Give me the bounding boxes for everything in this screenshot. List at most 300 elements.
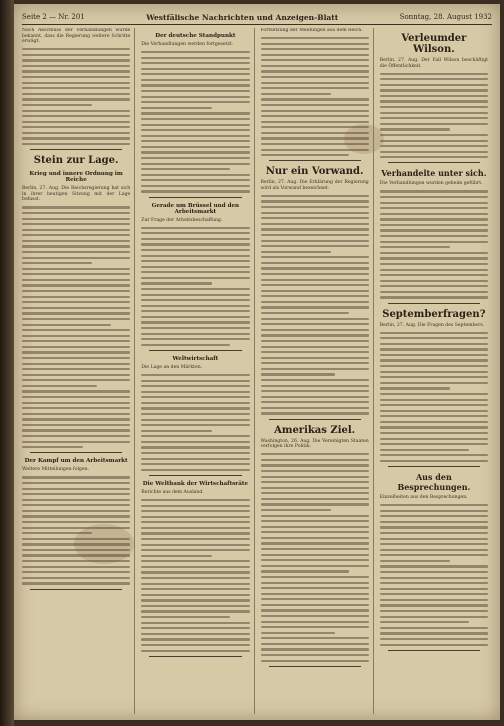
text-line <box>141 538 249 540</box>
text-line <box>141 458 249 460</box>
text-line <box>141 249 249 251</box>
text-line <box>22 137 130 139</box>
text-line <box>380 257 488 259</box>
article-body-lines <box>380 73 488 159</box>
text-line <box>261 648 369 650</box>
article-body-lines <box>380 332 488 462</box>
text-line <box>380 332 488 334</box>
text-line <box>261 481 369 483</box>
text-line <box>22 476 130 478</box>
section-divider <box>149 656 241 657</box>
text-line <box>261 115 369 117</box>
article-body-lines <box>141 374 249 471</box>
text-line <box>22 307 130 309</box>
text-line <box>380 426 488 428</box>
text-line <box>22 296 130 298</box>
text-line <box>380 382 488 384</box>
section-divider <box>388 303 480 304</box>
text-line <box>141 305 249 307</box>
text-line <box>22 571 130 573</box>
text-line <box>141 62 249 64</box>
column-4 <box>380 28 492 714</box>
text-line <box>141 396 249 398</box>
text-line <box>141 510 249 512</box>
text-line <box>261 228 369 230</box>
text-line <box>141 644 249 646</box>
text-line <box>261 334 369 336</box>
text-line <box>22 115 130 117</box>
text-line <box>22 504 130 506</box>
text-line <box>141 124 249 126</box>
column-2 <box>141 28 254 714</box>
text-line <box>22 488 130 490</box>
text-line <box>141 622 249 624</box>
text-line <box>22 549 130 551</box>
text-line <box>22 324 111 326</box>
text-line <box>261 637 369 639</box>
text-line <box>22 396 130 398</box>
text-line <box>22 301 130 303</box>
article-headline: Septemberfragen? <box>382 308 486 320</box>
article-headline: Aus den Besprechungen. <box>397 472 471 493</box>
text-line <box>380 207 488 209</box>
section-divider <box>269 160 361 161</box>
text-line <box>261 245 369 247</box>
text-line <box>380 156 488 158</box>
header-page-number: Seite 2 — Nr. 201 <box>22 13 85 21</box>
text-line <box>22 351 130 353</box>
text-line <box>261 559 369 561</box>
text-line <box>141 294 249 296</box>
text-line <box>380 432 488 434</box>
text-line <box>22 48 130 50</box>
text-line <box>261 82 369 84</box>
text-line <box>380 151 488 153</box>
text-line <box>141 610 249 612</box>
text-line <box>141 271 249 273</box>
text-line <box>141 140 249 142</box>
article-subheadline: Krieg und innere Ordnung im Reiche <box>29 171 123 184</box>
text-line <box>380 515 488 517</box>
text-line <box>141 185 249 187</box>
text-line <box>261 526 369 528</box>
text-line <box>22 262 92 264</box>
text-line <box>22 446 83 448</box>
text-line <box>22 385 97 387</box>
header-masthead: Westfälische Nachrichten und Anzeigen-Blatt <box>146 12 339 22</box>
text-line <box>380 604 488 606</box>
text-line <box>22 59 130 61</box>
text-line <box>261 267 369 269</box>
text-line <box>141 605 249 607</box>
section-divider <box>30 149 122 150</box>
text-line <box>380 84 488 86</box>
text-line <box>380 593 488 595</box>
text-line <box>141 51 249 53</box>
text-line <box>380 616 488 618</box>
section-divider <box>30 589 122 590</box>
text-line <box>380 638 488 640</box>
text-line <box>22 515 130 517</box>
text-line <box>141 407 249 409</box>
text-line <box>22 407 130 409</box>
article-subheadline: Die Weltbank der Wirtschaftsräte <box>142 480 249 487</box>
text-line <box>380 371 488 373</box>
text-line <box>380 224 488 226</box>
text-line <box>22 87 130 89</box>
text-line <box>22 418 130 420</box>
text-line <box>141 151 249 153</box>
text-line <box>261 412 369 414</box>
text-line <box>22 218 130 220</box>
text-line <box>22 357 130 359</box>
text-line <box>261 54 369 56</box>
text-line <box>380 554 488 556</box>
text-line <box>261 654 369 656</box>
article-lead-text: Berlin, 27. Aug. Die Fragen des Septembers. <box>379 322 485 328</box>
text-line <box>261 126 369 128</box>
text-line <box>261 306 369 308</box>
text-line <box>380 190 488 192</box>
text-line <box>22 312 130 314</box>
text-line <box>380 415 488 417</box>
text-line <box>22 510 130 512</box>
text-line <box>22 121 130 123</box>
section-divider <box>388 162 480 163</box>
text-line <box>22 76 130 78</box>
section-divider <box>388 466 480 467</box>
text-line <box>22 368 130 370</box>
text-line <box>22 543 130 545</box>
text-line <box>261 318 369 320</box>
text-line <box>380 296 488 298</box>
text-line <box>380 504 488 506</box>
text-line <box>141 129 249 131</box>
text-line <box>261 476 369 478</box>
article-body-lines <box>22 206 130 448</box>
text-line <box>141 112 249 114</box>
text-line <box>22 251 130 253</box>
article-headline: Nur ein Vorwand. <box>265 166 364 178</box>
text-line <box>261 323 369 325</box>
text-line <box>22 402 130 404</box>
text-line <box>141 316 249 318</box>
text-line <box>22 126 130 128</box>
text-line <box>380 365 488 367</box>
text-line <box>141 571 249 573</box>
text-line <box>380 404 488 406</box>
text-line <box>22 566 130 568</box>
text-line <box>141 57 249 59</box>
text-line <box>22 279 130 281</box>
text-line <box>22 429 130 431</box>
text-line <box>380 571 488 573</box>
text-line <box>261 373 336 375</box>
text-line <box>380 588 488 590</box>
text-line <box>261 357 369 359</box>
text-line <box>22 441 130 443</box>
text-line <box>261 59 369 61</box>
text-line <box>22 582 130 584</box>
text-line <box>261 121 369 123</box>
text-line <box>261 390 369 392</box>
text-line <box>380 521 488 523</box>
text-line <box>22 54 130 56</box>
text-line <box>22 527 130 529</box>
text-line <box>22 538 130 540</box>
text-line <box>261 295 369 297</box>
text-line <box>380 145 488 147</box>
text-line <box>261 459 369 461</box>
text-line <box>261 407 369 409</box>
text-line <box>380 543 488 545</box>
article-body-lines <box>261 195 369 415</box>
text-line <box>380 627 488 629</box>
text-line <box>141 499 249 501</box>
text-line <box>261 312 350 314</box>
text-line <box>22 379 130 381</box>
article-body-lines <box>261 37 369 156</box>
text-line <box>141 146 249 148</box>
text-line <box>141 79 249 81</box>
text-line <box>380 196 488 198</box>
text-line <box>380 577 488 579</box>
text-line <box>261 329 369 331</box>
text-line <box>261 576 369 578</box>
text-line <box>261 587 369 589</box>
text-line <box>261 284 369 286</box>
text-line <box>380 140 488 142</box>
text-line <box>380 128 450 130</box>
text-line <box>380 134 488 136</box>
text-line <box>380 443 488 445</box>
text-line <box>380 510 488 512</box>
text-line <box>261 604 369 606</box>
text-line <box>380 241 488 243</box>
article-body-lines <box>22 476 130 584</box>
text-line <box>141 577 249 579</box>
article-body-lines <box>22 48 130 145</box>
text-line <box>261 509 331 511</box>
header-date: Sonntag, 28. August 1932 <box>399 13 492 21</box>
text-line <box>22 98 130 100</box>
text-line <box>261 104 369 106</box>
text-line <box>380 599 488 601</box>
text-line <box>22 70 130 72</box>
text-line <box>261 43 369 45</box>
text-line <box>141 583 249 585</box>
text-line <box>141 84 249 86</box>
text-line <box>261 76 369 78</box>
text-line <box>380 538 488 540</box>
book-spine <box>0 0 14 726</box>
text-line <box>261 464 369 466</box>
text-line <box>22 284 130 286</box>
text-line <box>261 515 369 517</box>
article-lead-text: Berichte aus dem Ausland. <box>141 489 204 495</box>
text-line <box>22 268 130 270</box>
text-line <box>380 354 488 356</box>
text-line <box>141 599 249 601</box>
text-line <box>261 98 369 100</box>
text-line <box>261 37 369 39</box>
text-line <box>261 362 369 364</box>
text-line <box>22 240 130 242</box>
text-line <box>22 132 130 134</box>
text-line <box>380 582 488 584</box>
text-line <box>261 340 369 342</box>
article-headline: Amerikas Ziel. <box>274 424 356 436</box>
text-line <box>380 532 488 534</box>
text-line <box>380 348 488 350</box>
text-line <box>141 555 211 557</box>
text-line <box>380 95 488 97</box>
article-body-lines <box>380 504 488 646</box>
text-line <box>141 469 249 471</box>
text-line <box>141 96 249 98</box>
text-line <box>141 452 249 454</box>
article-lead-text: Berlin, 27. Aug. Der Fall Wilson beschäftigt die Öffentlichkeit. <box>379 58 488 69</box>
section-divider <box>269 419 361 420</box>
text-line <box>380 218 488 220</box>
text-line <box>22 229 130 231</box>
text-line <box>141 327 249 329</box>
section-divider <box>388 650 480 651</box>
text-line <box>22 82 130 84</box>
text-line <box>141 505 249 507</box>
text-line <box>141 333 249 335</box>
text-line <box>22 335 130 337</box>
text-line <box>22 234 130 236</box>
text-line <box>380 410 488 412</box>
text-line <box>261 351 369 353</box>
article-lead-text: Fortsetzung der Meldungen aus dem Reich. <box>260 28 363 33</box>
article-lead-text: Berlin, 27. Aug. Die Erklärung der Regierung wird als Vorwand bezeichnet. <box>260 180 369 191</box>
text-line <box>380 291 488 293</box>
text-line <box>380 252 488 254</box>
text-line <box>261 240 369 242</box>
text-line <box>380 112 488 114</box>
article-lead-text: Weitere Mitteilungen folgen. <box>22 467 90 473</box>
text-line <box>141 255 249 257</box>
text-line <box>141 650 249 652</box>
text-line <box>261 223 369 225</box>
text-line <box>141 385 249 387</box>
text-line <box>141 391 249 393</box>
text-line <box>380 78 488 80</box>
text-line <box>22 435 130 437</box>
text-line <box>141 516 249 518</box>
text-line <box>22 245 130 247</box>
text-line <box>380 387 450 389</box>
text-line <box>380 337 488 339</box>
article-lead-text: Einzelheiten aus den Besprechungen. <box>379 495 468 501</box>
columns <box>22 28 492 714</box>
text-line <box>141 424 249 426</box>
article-headline: Verleumder Wilson. <box>401 33 467 55</box>
text-line <box>261 87 369 89</box>
text-line <box>22 374 130 376</box>
text-line <box>261 582 369 584</box>
column-3 <box>261 28 374 714</box>
text-line <box>261 548 369 550</box>
text-line <box>380 285 488 287</box>
text-line <box>261 660 369 662</box>
text-line <box>380 359 488 361</box>
text-line <box>261 132 369 134</box>
article-lead-text: Washington, 26. Aug. Die Vereinigten Staaten verfolgen ihre Politik. <box>260 438 369 450</box>
text-line <box>261 143 369 145</box>
text-line <box>22 532 92 534</box>
text-line <box>22 390 130 392</box>
article-lead-text: Die Lage an den Märkten. <box>141 364 203 370</box>
text-line <box>22 340 130 342</box>
text-line <box>141 107 211 109</box>
article-body-lines <box>380 190 488 298</box>
text-line <box>261 212 369 214</box>
text-line <box>380 106 488 108</box>
text-line <box>380 399 488 401</box>
article-lead-text: Die Verhandlungen wurden geheim geführt. <box>379 181 483 187</box>
text-line <box>380 117 488 119</box>
text-line <box>141 566 249 568</box>
text-line <box>22 318 130 320</box>
text-line <box>22 110 130 112</box>
text-line <box>261 537 369 539</box>
text-line <box>261 195 369 197</box>
text-line <box>141 638 249 640</box>
text-line <box>22 493 130 495</box>
text-line <box>22 206 130 208</box>
text-line <box>380 565 488 567</box>
text-line <box>22 257 130 259</box>
text-line <box>261 70 369 72</box>
column-1 <box>22 28 135 714</box>
text-line <box>141 446 249 448</box>
text-line <box>380 549 488 551</box>
text-line <box>141 266 249 268</box>
text-line <box>261 598 369 600</box>
text-line <box>22 413 130 415</box>
text-line <box>380 460 488 462</box>
text-line <box>141 527 249 529</box>
text-line <box>261 65 369 67</box>
article-lead-text: Nach Abschluss der Verhandlungen wurde bekannt, dass die Regierung weitere Schritte erwägt. <box>22 28 131 45</box>
article-body-lines <box>141 499 249 652</box>
text-line <box>141 174 249 176</box>
text-line <box>261 234 369 236</box>
text-line <box>261 368 369 370</box>
text-line <box>141 288 249 290</box>
text-line <box>141 402 249 404</box>
text-line <box>380 213 488 215</box>
text-line <box>261 401 369 403</box>
page-header <box>22 10 492 25</box>
text-line <box>22 499 130 501</box>
section-divider <box>149 197 241 198</box>
text-line <box>141 168 230 170</box>
article-subheadline: Der deutsche Standpunkt <box>155 33 236 39</box>
article-body-lines <box>141 51 249 193</box>
text-line <box>261 531 369 533</box>
text-line <box>380 560 450 562</box>
text-line <box>380 89 488 91</box>
text-line <box>141 101 249 103</box>
text-line <box>261 487 369 489</box>
article-lead-text: Zur Frage der Arbeitsbeschaffung. <box>141 217 223 223</box>
text-line <box>141 243 249 245</box>
article-subheadline: Der Kampf um den Arbeitsmarkt <box>24 458 128 465</box>
